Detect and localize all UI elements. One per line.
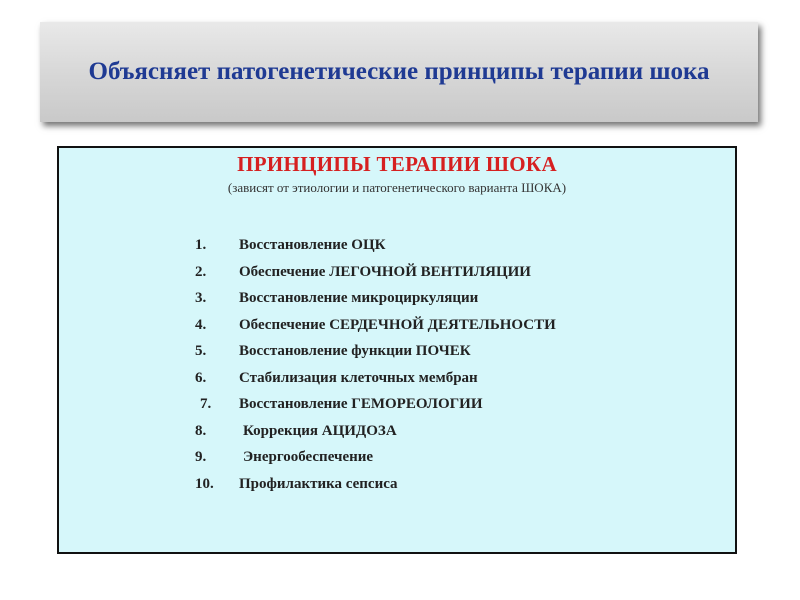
list-item-text: Восстановление ГЕМОРЕОЛОГИИ [239, 396, 483, 412]
list-item-number: 7. [200, 396, 212, 412]
list-item [195, 449, 556, 476]
list-item-text: Восстановление микроциркуляции [239, 290, 479, 306]
list-item-text: Энергообеспечение [243, 449, 374, 465]
list-item-number: 1. [195, 237, 207, 253]
list-item-text: Восстановление функции ПОЧЕК [239, 343, 471, 359]
principles-list [195, 237, 556, 502]
title-banner [40, 22, 758, 122]
list-item-text: Профилактика сепсиса [239, 475, 398, 492]
list-item [195, 317, 556, 344]
principles-subheading: (зависят от этиологии и патогенетического варианта ШОКА) [227, 180, 567, 195]
list-item-number: 3. [195, 290, 207, 306]
principles-heading: ПРИНЦИПЫ ТЕРАПИИ ШОКА [237, 152, 557, 176]
list-item-number: 2. [195, 263, 207, 280]
list-item [195, 476, 556, 503]
list-item [195, 423, 556, 450]
list-item-number: 6. [195, 369, 207, 386]
list-item [195, 237, 556, 264]
list-item-text: Обеспечение ЛЕГОЧНОЙ ВЕНТИЛЯЦИИ [239, 263, 531, 280]
list-item [195, 290, 556, 317]
list-item-text: Коррекция АЦИДОЗА [243, 422, 397, 439]
list-item-text: Восстановление ОЦК [239, 237, 386, 253]
principles-panel [57, 146, 737, 554]
list-item-number: 8. [195, 422, 207, 439]
list-item [195, 370, 556, 397]
list-item-number: 10. [195, 475, 214, 492]
list-item-number: 5. [195, 343, 207, 359]
list-item-number: 9. [195, 449, 207, 465]
list-item [195, 264, 556, 291]
list-item-text: Обеспечение СЕРДЕЧНОЙ ДЕЯТЕЛЬНОСТИ [239, 316, 556, 333]
list-item [195, 343, 556, 370]
list-item-number: 4. [195, 316, 207, 333]
list-item-text: Стабилизация клеточных мембран [239, 369, 478, 386]
list-item [195, 396, 556, 423]
slide-title: Объясняет патогенетические принципы терапии шока [88, 58, 710, 85]
